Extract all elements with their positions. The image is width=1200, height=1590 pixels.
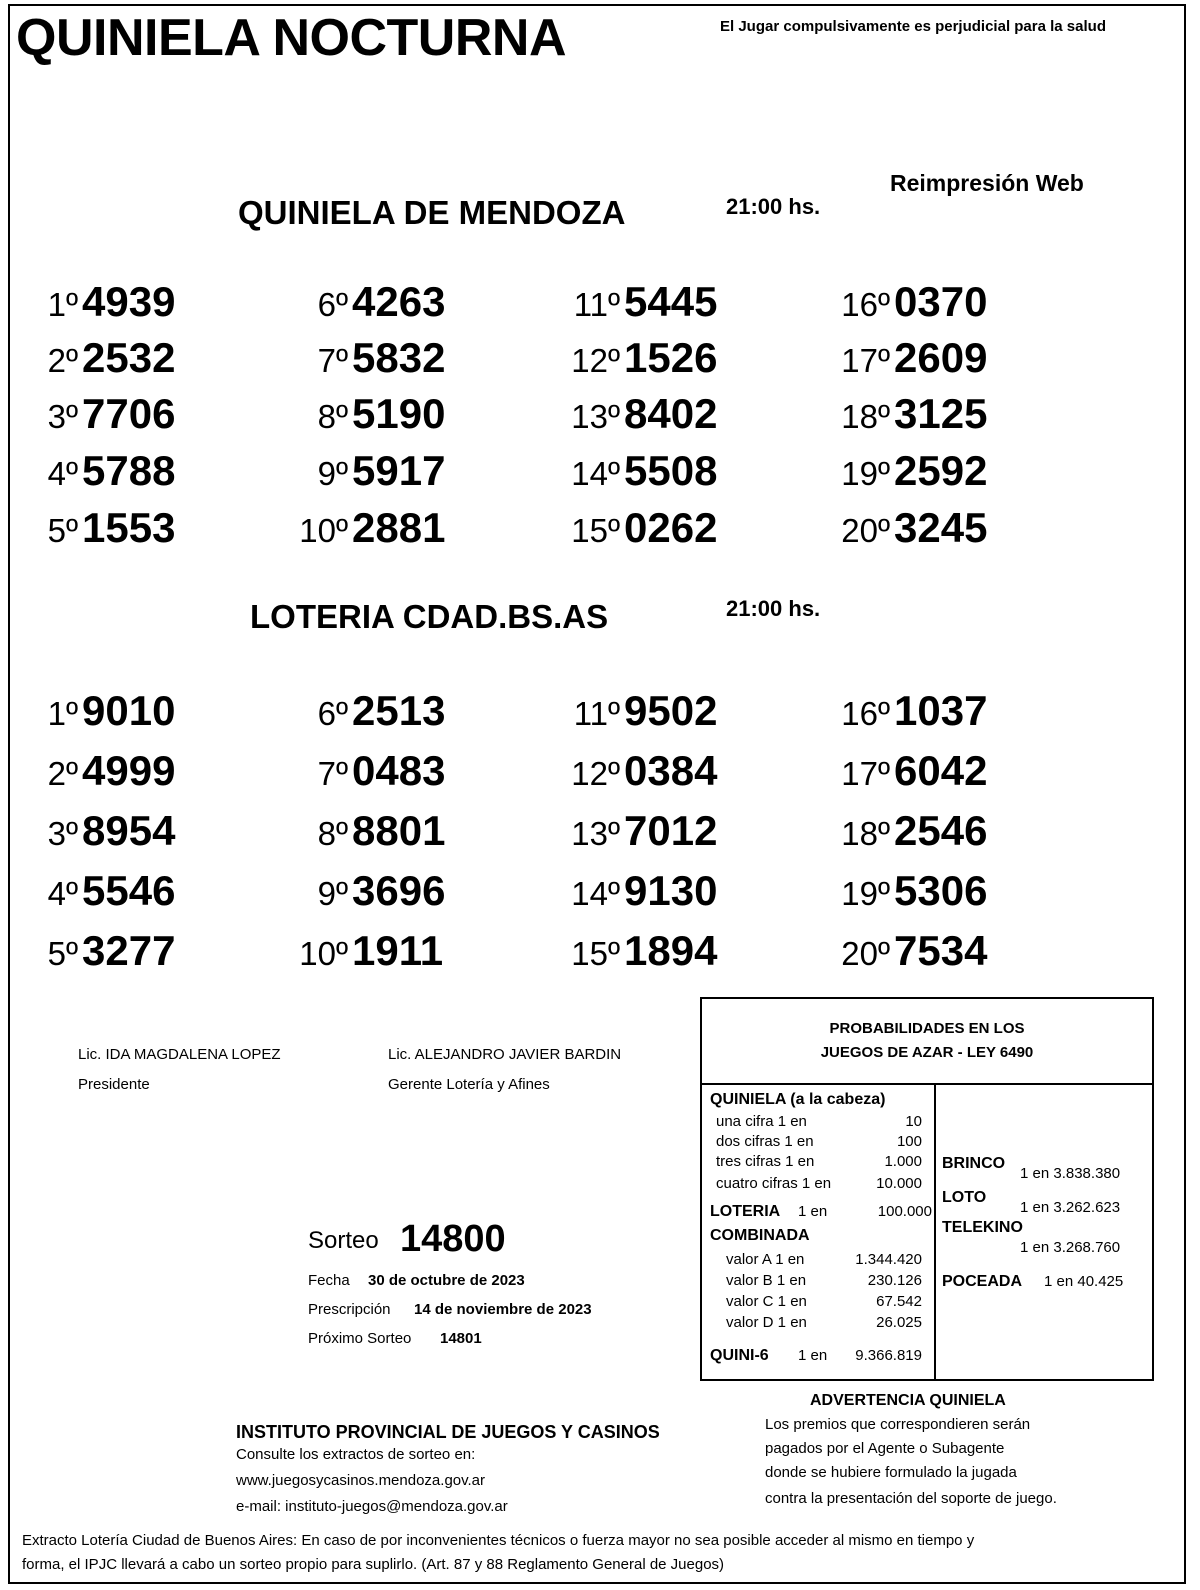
result-cell bbox=[550, 390, 717, 438]
result-position: 14º bbox=[571, 875, 620, 912]
result-cell bbox=[820, 278, 987, 326]
result-cell bbox=[550, 447, 717, 495]
quini6-prob-value: 9.366.819 bbox=[855, 1347, 922, 1364]
result-number: 8801 bbox=[352, 807, 446, 854]
result-cell bbox=[550, 687, 717, 735]
result-position: 10º bbox=[299, 935, 348, 972]
sorteo-label: Sorteo bbox=[308, 1227, 379, 1254]
reprint-label: Reimpresión Web bbox=[890, 170, 1084, 196]
prescripcion-label: Prescripción bbox=[308, 1301, 391, 1318]
result-number: 5832 bbox=[352, 334, 446, 381]
result-number: 7012 bbox=[624, 807, 718, 854]
result-position: 1º bbox=[47, 695, 78, 732]
quiniela-prob-value-1: 10 bbox=[905, 1113, 922, 1130]
quini6-prob-label: QUINI-6 bbox=[710, 1347, 769, 1364]
result-cell bbox=[278, 390, 445, 438]
signature-name-president: Lic. IDA MAGDALENA LOPEZ bbox=[78, 1046, 281, 1063]
signature-name-manager: Lic. ALEJANDRO JAVIER BARDIN bbox=[388, 1046, 622, 1063]
probabilities-heading-line2: JUEGOS DE AZAR - LEY 6490 bbox=[820, 1044, 1034, 1061]
result-cell bbox=[278, 927, 443, 975]
brinco-prob-label: BRINCO bbox=[942, 1155, 1006, 1172]
result-position: 9º bbox=[317, 455, 348, 492]
result-cell bbox=[8, 867, 175, 915]
loto-prob-value: 1 en 3.262.623 bbox=[1020, 1199, 1121, 1216]
advertencia-line-4: contra la presentación del soporte de juego. bbox=[765, 1490, 1057, 1507]
advertencia-line-2: pagados por el Agente o Subagente bbox=[765, 1440, 1005, 1457]
result-position: 6º bbox=[317, 286, 348, 323]
loteria-prob-value: 100.000 bbox=[877, 1203, 932, 1220]
result-number: 2513 bbox=[352, 687, 446, 734]
result-position: 1º bbox=[47, 286, 78, 323]
result-cell bbox=[278, 807, 445, 855]
result-number: 5788 bbox=[82, 447, 176, 494]
health-warning: El Jugar compulsivamente es perjudicial para la salud bbox=[720, 18, 1106, 35]
result-position: 9º bbox=[317, 875, 348, 912]
section-title-mendoza: QUINIELA DE MENDOZA bbox=[238, 194, 626, 231]
advertencia-line-1: Los premios que correspondieren serán bbox=[765, 1416, 1031, 1433]
proximo-sorteo-label: Próximo Sorteo bbox=[308, 1330, 412, 1347]
result-position: 5º bbox=[47, 512, 78, 549]
brinco-prob-value: 1 en 3.838.380 bbox=[1020, 1165, 1121, 1182]
result-position: 14º bbox=[571, 455, 620, 492]
result-number: 1553 bbox=[82, 504, 176, 551]
result-number: 1894 bbox=[624, 927, 718, 974]
result-position: 4º bbox=[47, 875, 78, 912]
result-cell bbox=[820, 447, 987, 495]
result-cell bbox=[8, 504, 175, 552]
result-number: 1526 bbox=[624, 334, 718, 381]
result-cell bbox=[278, 504, 445, 552]
result-position: 4º bbox=[47, 455, 78, 492]
combinada-prob-label-a: valor A 1 en bbox=[726, 1251, 805, 1268]
quiniela-prob-title: QUINIELA (a la cabeza) bbox=[710, 1091, 886, 1108]
institute-consult-line: Consulte los extractos de sorteo en: bbox=[236, 1446, 476, 1463]
result-position: 19º bbox=[841, 875, 890, 912]
quiniela-prob-value-2: 100 bbox=[896, 1133, 922, 1150]
result-position: 6º bbox=[317, 695, 348, 732]
result-position: 15º bbox=[571, 512, 620, 549]
result-cell bbox=[820, 390, 987, 438]
result-position: 12º bbox=[571, 342, 620, 379]
section-title-loteria: LOTERIA CDAD.BS.AS bbox=[250, 598, 609, 635]
advertencia-line-3: donde se hubiere formulado la jugada bbox=[765, 1464, 1017, 1481]
result-position: 17º bbox=[841, 755, 890, 792]
footer-note-line-2: forma, el IPJC llevará a cabo un sorteo propio para suplirlo. (Art. 87 y 88 Reglamento General de Juegos) bbox=[22, 1556, 725, 1573]
result-cell bbox=[550, 807, 717, 855]
probabilities-box bbox=[700, 997, 1154, 1381]
result-number: 3245 bbox=[894, 504, 988, 551]
result-position: 19º bbox=[841, 455, 890, 492]
result-position: 3º bbox=[47, 815, 78, 852]
result-position: 8º bbox=[317, 815, 348, 852]
result-number: 2592 bbox=[894, 447, 988, 494]
result-position: 20º bbox=[841, 512, 890, 549]
result-number: 2609 bbox=[894, 334, 988, 381]
result-position: 16º bbox=[841, 286, 890, 323]
result-cell bbox=[550, 334, 717, 382]
result-position: 7º bbox=[317, 342, 348, 379]
result-cell bbox=[820, 867, 987, 915]
result-number: 1037 bbox=[894, 687, 988, 734]
result-cell bbox=[8, 747, 175, 795]
result-number: 4939 bbox=[82, 278, 176, 325]
footer-note-line-1: Extracto Lotería Ciudad de Buenos Aires: En caso de por inconvenientes técnicos o fuerza mayor no sea posible acceder al mismo en tiempo y bbox=[22, 1532, 975, 1549]
result-number: 5508 bbox=[624, 447, 718, 494]
result-position: 16º bbox=[841, 695, 890, 732]
result-cell bbox=[8, 687, 175, 735]
result-cell bbox=[8, 334, 175, 382]
result-position: 7º bbox=[317, 755, 348, 792]
result-number: 9010 bbox=[82, 687, 176, 734]
institute-email-link[interactable]: e-mail: instituto-juegos@mendoza.gov.ar bbox=[236, 1498, 508, 1515]
result-number: 2546 bbox=[894, 807, 988, 854]
result-number: 3696 bbox=[352, 867, 446, 914]
institute-website-link[interactable]: www.juegosycasinos.mendoza.gov.ar bbox=[236, 1472, 486, 1489]
result-position: 15º bbox=[571, 935, 620, 972]
result-number: 3277 bbox=[82, 927, 176, 974]
combinada-prob-value-b: 230.126 bbox=[867, 1272, 922, 1289]
result-number: 1911 bbox=[352, 927, 444, 974]
signature-role-manager: Gerente Lotería y Afines bbox=[388, 1076, 550, 1093]
result-cell bbox=[8, 390, 175, 438]
result-position: 5º bbox=[47, 935, 78, 972]
result-cell bbox=[820, 504, 987, 552]
advertencia-title: ADVERTENCIA QUINIELA bbox=[810, 1392, 1006, 1409]
result-number: 7706 bbox=[82, 390, 176, 437]
combinada-prob-label-d: valor D 1 en bbox=[726, 1314, 807, 1331]
result-number: 5445 bbox=[624, 278, 718, 325]
result-cell bbox=[820, 807, 987, 855]
result-cell bbox=[820, 334, 987, 382]
result-position: 18º bbox=[841, 815, 890, 852]
result-number: 4263 bbox=[352, 278, 446, 325]
prescripcion-value: 14 de noviembre de 2023 bbox=[414, 1301, 592, 1318]
result-number: 7534 bbox=[894, 927, 988, 974]
result-number: 2532 bbox=[82, 334, 176, 381]
telekino-prob-value: 1 en 3.268.760 bbox=[1020, 1239, 1121, 1256]
result-cell bbox=[550, 504, 717, 552]
result-number: 6042 bbox=[894, 747, 988, 794]
quiniela-prob-label-1: una cifra 1 en bbox=[716, 1113, 807, 1130]
result-cell bbox=[278, 747, 445, 795]
fecha-value: 30 de octubre de 2023 bbox=[368, 1272, 525, 1289]
loto-prob-label: LOTO bbox=[942, 1189, 987, 1206]
result-cell bbox=[8, 927, 175, 975]
probabilities-heading bbox=[702, 1017, 1152, 1065]
quiniela-prob-label-3: tres cifras 1 en bbox=[716, 1153, 815, 1170]
combinada-prob-title: COMBINADA bbox=[710, 1227, 810, 1244]
quiniela-prob-value-4: 10.000 bbox=[876, 1175, 922, 1192]
result-cell bbox=[8, 278, 175, 326]
result-position: 12º bbox=[571, 755, 620, 792]
result-cell bbox=[550, 927, 717, 975]
result-number: 8402 bbox=[624, 390, 718, 437]
result-cell bbox=[8, 447, 175, 495]
result-number: 9130 bbox=[624, 867, 718, 914]
combinada-prob-value-a: 1.344.420 bbox=[855, 1251, 922, 1268]
result-position: 13º bbox=[571, 398, 620, 435]
result-number: 0370 bbox=[894, 278, 988, 325]
signature-role-president: Presidente bbox=[78, 1076, 150, 1093]
result-position: 8º bbox=[317, 398, 348, 435]
result-position: 11º bbox=[573, 695, 620, 732]
quini6-prob-text: 1 en bbox=[798, 1347, 828, 1364]
result-cell bbox=[550, 747, 717, 795]
result-number: 5190 bbox=[352, 390, 446, 437]
result-number: 0483 bbox=[352, 747, 446, 794]
result-cell bbox=[550, 278, 717, 326]
result-cell bbox=[278, 687, 445, 735]
quiniela-prob-label-4: cuatro cifras 1 en bbox=[716, 1175, 832, 1192]
result-number: 5306 bbox=[894, 867, 988, 914]
result-cell bbox=[550, 867, 717, 915]
probabilities-left-column bbox=[702, 1083, 936, 1381]
result-position: 2º bbox=[47, 342, 78, 379]
loteria-prob-text: 1 en bbox=[798, 1203, 828, 1220]
result-number: 2881 bbox=[352, 504, 446, 551]
section-time-mendoza: 21:00 hs. bbox=[726, 194, 821, 219]
result-number: 3125 bbox=[894, 390, 988, 437]
result-cell bbox=[820, 927, 987, 975]
page-title: QUINIELA NOCTURNA bbox=[16, 9, 566, 67]
result-position: 3º bbox=[47, 398, 78, 435]
result-cell bbox=[278, 447, 445, 495]
result-position: 10º bbox=[299, 512, 348, 549]
result-cell bbox=[820, 687, 987, 735]
result-position: 11º bbox=[573, 286, 620, 323]
institute-name: INSTITUTO PROVINCIAL DE JUEGOS Y CASINOS bbox=[236, 1422, 660, 1442]
loteria-prob-label: LOTERIA bbox=[710, 1203, 781, 1220]
combinada-prob-value-d: 26.025 bbox=[876, 1314, 922, 1331]
probabilities-heading-line1: PROBABILIDADES EN LOS bbox=[829, 1020, 1025, 1037]
result-cell bbox=[278, 334, 445, 382]
combinada-prob-label-c: valor C 1 en bbox=[726, 1293, 807, 1310]
result-number: 4999 bbox=[82, 747, 176, 794]
result-cell bbox=[278, 278, 445, 326]
sorteo-number: 14800 bbox=[400, 1218, 506, 1260]
result-number: 8954 bbox=[82, 807, 176, 854]
result-position: 17º bbox=[841, 342, 890, 379]
result-cell bbox=[278, 867, 445, 915]
section-time-loteria: 21:00 hs. bbox=[726, 596, 821, 621]
result-position: 2º bbox=[47, 755, 78, 792]
result-position: 20º bbox=[841, 935, 890, 972]
poceada-prob-label: POCEADA bbox=[942, 1273, 1023, 1290]
result-cell bbox=[820, 747, 987, 795]
result-number: 5917 bbox=[352, 447, 446, 494]
combinada-prob-value-c: 67.542 bbox=[876, 1293, 922, 1310]
quiniela-prob-value-3: 1.000 bbox=[884, 1153, 922, 1170]
probabilities-right-column bbox=[936, 1083, 1154, 1381]
result-number: 0262 bbox=[624, 504, 718, 551]
result-position: 18º bbox=[841, 398, 890, 435]
result-number: 0384 bbox=[624, 747, 718, 794]
combinada-prob-label-b: valor B 1 en bbox=[726, 1272, 807, 1289]
fecha-label: Fecha bbox=[308, 1272, 350, 1289]
telekino-prob-label: TELEKINO bbox=[942, 1219, 1023, 1236]
quiniela-prob-label-2: dos cifras 1 en bbox=[716, 1133, 814, 1150]
result-cell bbox=[8, 807, 175, 855]
proximo-sorteo-value: 14801 bbox=[440, 1330, 482, 1347]
result-position: 13º bbox=[571, 815, 620, 852]
result-number: 9502 bbox=[624, 687, 718, 734]
poceada-prob-value: 1 en 40.425 bbox=[1044, 1273, 1124, 1290]
result-number: 5546 bbox=[82, 867, 176, 914]
